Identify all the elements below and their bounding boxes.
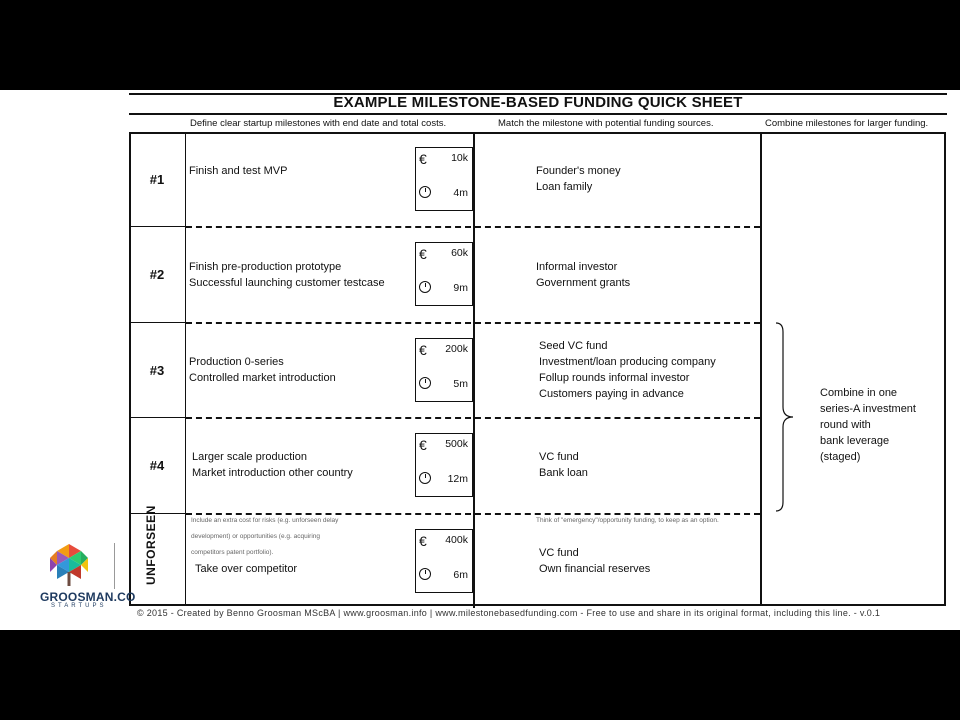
footer-credits: © 2015 - Created by Benno Groosman MScBA | www.groosman.info | www.milestonebasedfunding.com - Free to use and share in its original format, including this line. - v.0.1: [137, 608, 881, 618]
milestone-duration: 6m: [453, 569, 468, 581]
combine-text-line: (staged): [820, 451, 861, 463]
clock-icon: [419, 281, 431, 293]
funding-source: Informal investor: [536, 261, 618, 273]
combine-text-line: round with: [820, 419, 871, 431]
funding-sources: [536, 163, 621, 195]
funding-source: Customers paying in advance: [539, 388, 684, 400]
milestone-amount: 10k: [451, 152, 468, 164]
milestone-description-line: Finish pre-production prototype: [189, 261, 342, 273]
subheader-sources: Match the milestone with potential funding sources.: [498, 118, 714, 129]
combine-text-line: series-A investment: [820, 403, 916, 415]
funding-source: Government grants: [536, 277, 631, 289]
funding-sources: [539, 449, 588, 481]
tree-logo-icon: [46, 542, 92, 588]
milestone-description-line: Successful launching customer testcase: [189, 277, 385, 289]
label-column-divider: [185, 132, 186, 606]
euro-icon: €: [419, 342, 427, 358]
logo-subtitle: STARTUPS: [51, 603, 107, 609]
milestone-description-line: Production 0-series: [189, 356, 284, 368]
logo-divider: [114, 543, 115, 589]
combine-text-line: bank leverage: [820, 435, 890, 447]
milestone-description: [192, 449, 353, 481]
subheader-milestones: Define clear startup milestones with end date and total costs.: [190, 118, 447, 129]
right-brace-icon: [775, 322, 795, 512]
subheader-combine: Combine milestones for larger funding.: [765, 118, 929, 129]
funding-source: Follup rounds informal investor: [539, 372, 690, 384]
funding-source: Founder's money: [536, 165, 621, 177]
milestone-duration: 9m: [453, 282, 468, 294]
milestone-amount: 400k: [445, 534, 468, 546]
milestone-cost-box: [415, 338, 473, 402]
milestone-cost-box: [415, 242, 473, 306]
milestone-label: #4: [149, 458, 165, 473]
milestone-cost-box: [415, 147, 473, 211]
funding-source: Loan family: [536, 181, 593, 193]
unforseen-description: Take over competitor: [195, 563, 298, 575]
page-title: EXAMPLE MILESTONE-BASED FUNDING QUICK SHEET: [333, 94, 743, 111]
title-bottom-rule: [129, 113, 947, 115]
milestone-amount: 500k: [445, 438, 468, 450]
clock-icon: [419, 472, 431, 484]
funding-sources: [539, 545, 650, 577]
row-separator: [129, 417, 186, 418]
milestone-amount: 200k: [445, 343, 468, 355]
unforseen-note-line: Include an extra cost for risks (e.g. unforseen delay: [191, 517, 339, 524]
quick-sheet: [0, 90, 960, 630]
euro-icon: €: [419, 246, 427, 262]
milestone-duration: 5m: [453, 378, 468, 390]
funding-sources: [536, 259, 630, 291]
combine-column-divider: [760, 132, 762, 606]
logo-name: GROOSMAN.CO: [40, 590, 136, 604]
unforseen-label: UNFORSEEN: [144, 505, 158, 585]
euro-icon: €: [419, 437, 427, 453]
milestone-label: #2: [149, 267, 165, 282]
funding-source: VC fund: [539, 451, 579, 463]
milestone-duration: 4m: [453, 187, 468, 199]
unforseen-note-line: development) or opportunities (e.g. acquiring: [191, 533, 320, 540]
funding-source: VC fund: [539, 547, 579, 559]
euro-icon: €: [419, 533, 427, 549]
funding-source: Bank loan: [539, 467, 588, 479]
milestone-description: [189, 163, 287, 179]
funding-source: Seed VC fund: [539, 340, 608, 352]
clock-icon: [419, 186, 431, 198]
title-top-rule: [129, 93, 947, 95]
milestone-description: [189, 354, 336, 386]
clock-icon: [419, 568, 431, 580]
unforseen-source-note: Think of "emergency"/opportunity funding, to keep as an option.: [536, 517, 719, 524]
unforseen-note: [191, 513, 338, 561]
milestone-cost-box: [415, 529, 473, 593]
milestone-amount: 60k: [451, 247, 468, 259]
milestone-description-line: Larger scale production: [192, 451, 307, 463]
euro-icon: €: [419, 151, 427, 167]
row-separator: [129, 322, 186, 323]
milestone-description-line: Market introduction other country: [192, 467, 353, 479]
funding-sources: [539, 338, 716, 402]
milestone-label: #3: [149, 363, 165, 378]
timeline-spine: [473, 134, 475, 608]
milestone-description-line: Finish and test MVP: [189, 165, 288, 177]
row-separator: [129, 226, 186, 227]
funding-source: Own financial reserves: [539, 563, 651, 575]
combine-text: [820, 385, 916, 465]
funding-source: Investment/loan producing company: [539, 356, 716, 368]
milestone-cost-box: [415, 433, 473, 497]
milestone-description-line: Controlled market introduction: [189, 372, 336, 384]
milestone-label: #1: [149, 172, 165, 187]
clock-icon: [419, 377, 431, 389]
combine-text-line: Combine in one: [820, 387, 898, 399]
milestone-description: [189, 259, 385, 291]
milestone-duration: 12m: [447, 473, 468, 485]
unforseen-note-line: competitors patent portfolio).: [191, 549, 274, 556]
